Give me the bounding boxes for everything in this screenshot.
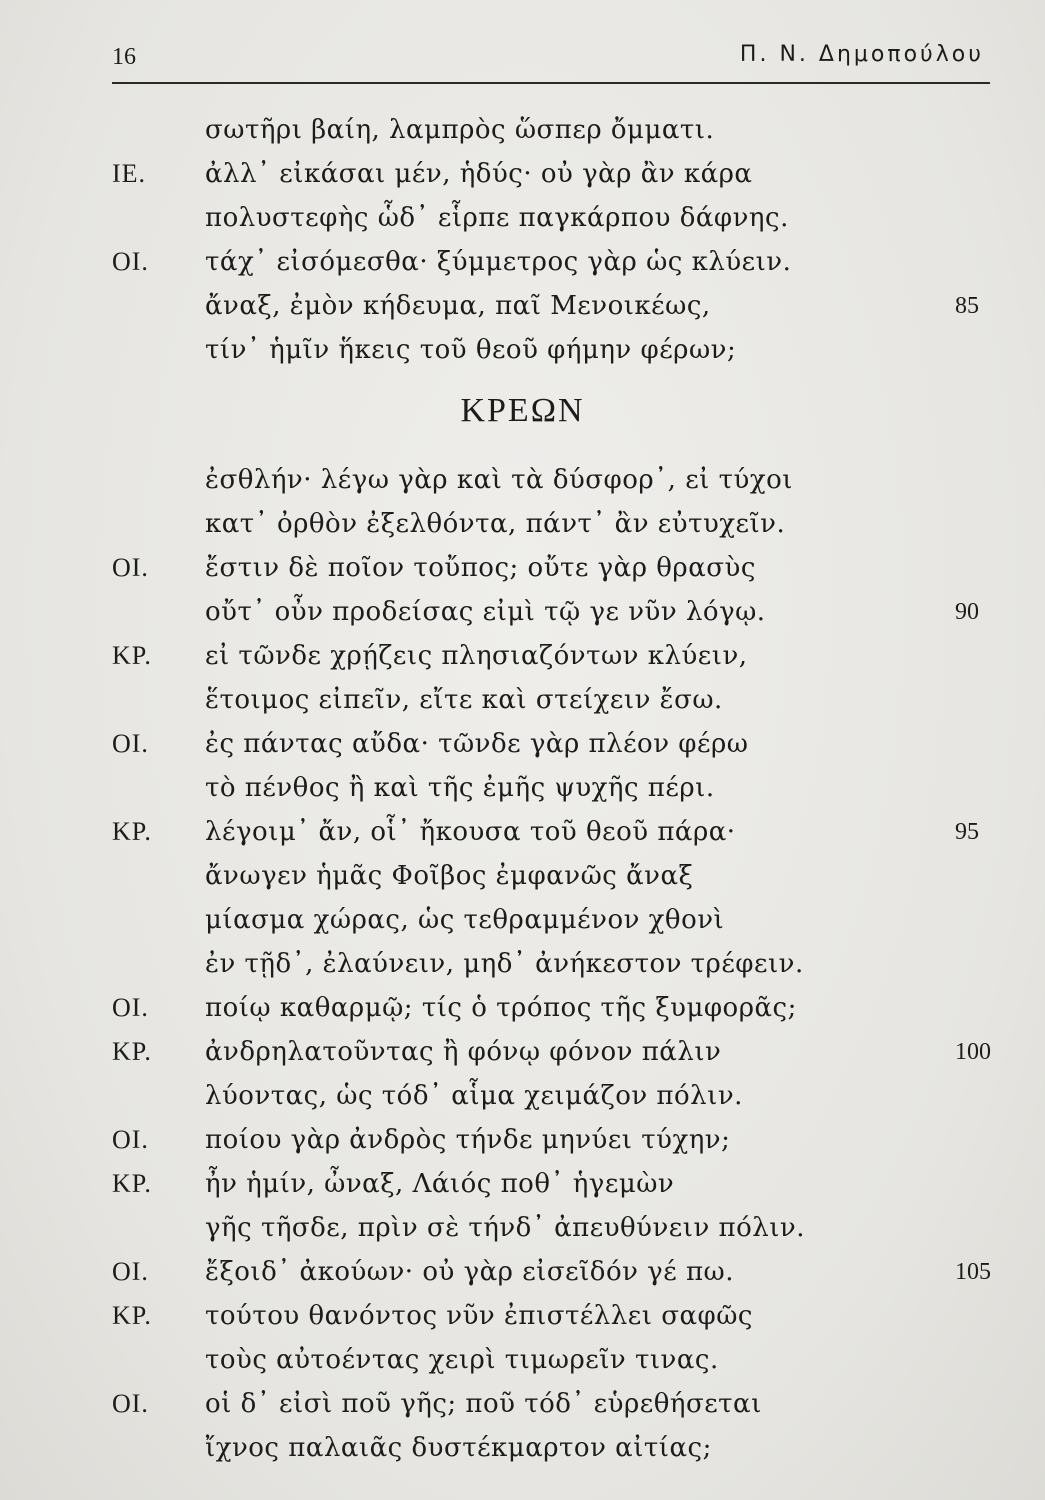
speaker-label: ΟΙ. <box>112 553 149 582</box>
verse-text: τὸ πένθος ἢ καὶ τῆς ἐμῆς ψυχῆς πέρι. <box>205 773 715 803</box>
verse-text: τούτου θανόντος νῦν ἐπιστέλλει σαφῶς <box>205 1301 753 1331</box>
verse-text: ἄνωγεν ἡμᾶς Φοῖβος ἐμφανῶς ἄναξ <box>205 861 694 891</box>
verse-text: γῆς τῆσδε, πρὶν σὲ τήνδ᾽ ἀπευθύνειν πόλιν. <box>205 1213 805 1243</box>
verse-text: τοὺς αὐτοέντας χειρὶ τιμωρεῖν τινας. <box>205 1345 719 1375</box>
verse-text: ἔστιν δὲ ποῖον τοὔπος; οὔτε γὰρ θρασὺς <box>205 553 756 583</box>
speaker-label: ΟΙ. <box>112 729 149 758</box>
speaker-label: ΟΙ. <box>112 1389 149 1418</box>
verse-line <box>0 1382 1045 1426</box>
verse-line <box>0 328 1045 372</box>
speaker-label: ΟΙ. <box>112 1125 149 1154</box>
verse-text: ποίῳ καθαρμῷ; τίς ὁ τρόπος τῆς ξυμφορᾶς; <box>205 993 797 1023</box>
verse-line <box>0 1426 1045 1470</box>
verse-text: ἔξοιδ᾽ ἀκούων· οὐ γὰρ εἰσεῖδόν γέ πω. <box>205 1257 734 1287</box>
line-number: 85 <box>955 293 979 319</box>
speaker-label: ΚΡ. <box>112 1037 152 1066</box>
speaker-heading: ΚΡΕΩΝ <box>460 392 585 429</box>
verse-line <box>0 108 1045 152</box>
verse-line <box>0 1294 1045 1338</box>
verse-text: εἰ τῶνδε χρῄζεις πλησιαζόντων κλύειν, <box>205 641 748 671</box>
verse-line <box>0 1206 1045 1250</box>
verse-line <box>0 152 1045 196</box>
verse-line <box>0 240 1045 284</box>
speaker-label: ΚΡ. <box>112 1301 152 1330</box>
verse-line <box>0 854 1045 898</box>
verse-line <box>0 196 1045 240</box>
verse-text: κατ᾽ ὀρθὸν ἐξελθόντα, πάντ᾽ ἂν εὐτυχεῖν. <box>205 509 786 539</box>
line-number: 95 <box>955 819 979 845</box>
verse-text: ἄναξ, ἐμὸν κήδευμα, παῖ Μενοικέως, <box>205 291 711 321</box>
verse-line <box>0 590 1045 634</box>
verse-line <box>0 502 1045 546</box>
verse-text: ἴχνος παλαιᾶς δυστέκμαρτον αἰτίας; <box>205 1433 712 1463</box>
verse-line <box>0 1074 1045 1118</box>
verse-line <box>0 284 1045 328</box>
speaker-label: ΟΙ. <box>112 1257 149 1286</box>
verse-text: πολυστεφὴς ὧδ᾽ εἷρπε παγκάρπου δάφνης. <box>205 203 789 233</box>
verse-text: ἐσθλήν· λέγω γὰρ καὶ τὰ δύσφορ᾽, εἰ τύχοι <box>205 465 793 495</box>
verse-text: ποίου γὰρ ἀνδρὸς τήνδε μηνύει τύχην; <box>205 1125 731 1155</box>
verse-line <box>0 1162 1045 1206</box>
verse-text: λύοντας, ὡς τόδ᾽ αἷμα χειμάζον πόλιν. <box>205 1081 743 1111</box>
verse-line <box>0 766 1045 810</box>
verse-text: οἱ δ᾽ εἰσὶ ποῦ γῆς; ποῦ τόδ᾽ εὑρεθήσεται <box>205 1389 762 1419</box>
running-head: Π. Ν. Δημοπούλου <box>739 42 984 67</box>
speaker-label: ΚΡ. <box>112 641 152 670</box>
header-rule <box>112 82 990 84</box>
page-header <box>112 40 992 80</box>
verse-line <box>0 898 1045 942</box>
verse-line <box>0 722 1045 766</box>
verse-line <box>0 1118 1045 1162</box>
verse-text: τάχ᾽ εἰσόμεσθα· ξύμμετρος γὰρ ὡς κλύειν. <box>205 247 792 277</box>
verse-text: σωτῆρι βαίη, λαμπρὸς ὥσπερ ὄμματι. <box>205 115 715 145</box>
line-number: 105 <box>955 1259 991 1285</box>
verse-text: ἦν ἡμίν, ὦναξ, Λάιός ποθ᾽ ἡγεμὼν <box>205 1169 675 1199</box>
verse-line <box>0 810 1045 854</box>
verse-text: ἐς πάντας αὔδα· τῶνδε γὰρ πλέον φέρω <box>205 729 749 759</box>
verse-line <box>0 942 1045 986</box>
verse-text: ἀλλ᾽ εἰκάσαι μέν, ἡδύς· οὐ γὰρ ἂν κάρα <box>205 159 753 189</box>
speaker-label: ΚΡ. <box>112 1169 152 1198</box>
verse-line <box>0 678 1045 722</box>
verse-text: τίν᾽ ἡμῖν ἥκεις τοῦ θεοῦ φήμην φέρων; <box>205 335 737 365</box>
speaker-label: ΟΙ. <box>112 247 149 276</box>
line-number: 90 <box>955 599 979 625</box>
verse-text: λέγοιμ᾽ ἄν, οἷ᾽ ἤκουσα τοῦ θεοῦ πάρα· <box>205 817 736 847</box>
verse-text: οὔτ᾽ οὖν προδείσας εἰμὶ τῷ γε νῦν λόγῳ. <box>205 597 766 627</box>
verse-text: ἐν τῇδ᾽, ἐλαύνειν, μηδ᾽ ἀνήκεστον τρέφειν. <box>205 949 804 979</box>
verse-line <box>0 1338 1045 1382</box>
verse-text: μίασμα χώρας, ὡς τεθραμμένον χθονὶ <box>205 905 725 935</box>
speaker-label: ΙΕ. <box>112 159 147 188</box>
verse-line <box>0 458 1045 502</box>
speaker-label: ΚΡ. <box>112 817 152 846</box>
verse-text: ἕτοιμος εἰπεῖν, εἴτε καὶ στείχειν ἔσω. <box>205 685 723 715</box>
verse-text: ἀνδρηλατοῦντας ἢ φόνῳ φόνον πάλιν <box>205 1037 722 1067</box>
verse-line <box>0 546 1045 590</box>
speaker-label: ΟΙ. <box>112 993 149 1022</box>
line-number: 100 <box>955 1039 991 1065</box>
verse-line <box>0 986 1045 1030</box>
verse-line <box>0 1250 1045 1294</box>
page-number: 16 <box>112 44 136 70</box>
verse-line <box>0 634 1045 678</box>
verse-line <box>0 1030 1045 1074</box>
